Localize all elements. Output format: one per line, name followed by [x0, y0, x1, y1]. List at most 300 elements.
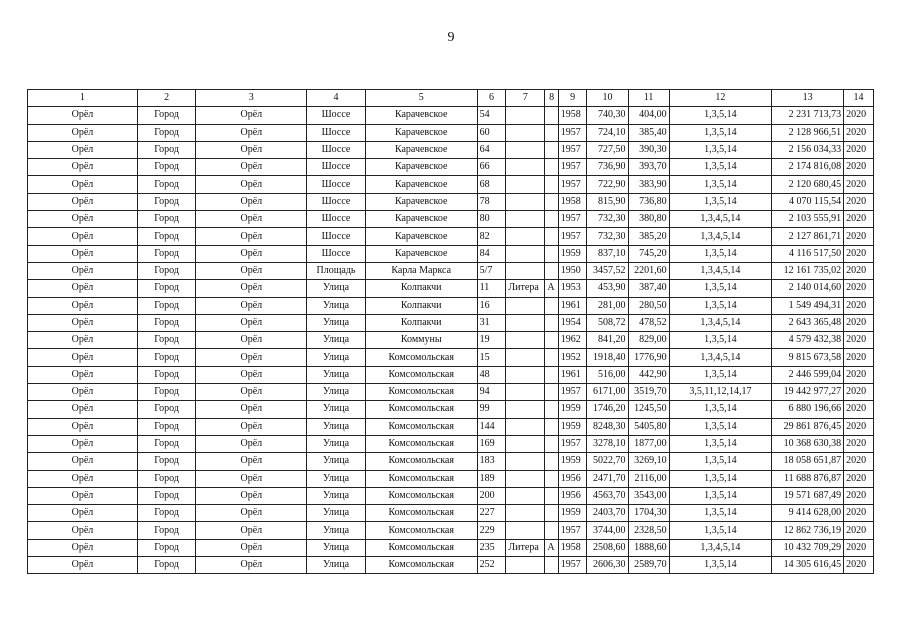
cell-letter-label [506, 107, 545, 124]
cell-total-area: 516,00 [587, 366, 628, 383]
cell-work-types: 1,3,5,14 [669, 245, 772, 262]
cell-settlement-type: Город [137, 245, 196, 262]
cell-region: Орёл [28, 470, 138, 487]
cell-street-name: Комсомольская [365, 418, 477, 435]
cell-house-number: 80 [477, 211, 506, 228]
cell-total-area: 508,72 [587, 314, 628, 331]
cell-settlement: Орёл [196, 332, 307, 349]
cell-street-name: Комсомольская [365, 366, 477, 383]
cell-settlement-type: Город [137, 332, 196, 349]
cell-settlement: Орёл [196, 557, 307, 574]
cell-living-area: 1888,60 [628, 539, 669, 556]
cell-letter [545, 470, 558, 487]
cell-street-name: Комсомольская [365, 401, 477, 418]
cell-total-area: 5022,70 [587, 453, 628, 470]
cell-street-type: Улица [307, 366, 366, 383]
cell-year-built: 1959 [558, 505, 587, 522]
cell-year-built: 1952 [558, 349, 587, 366]
cell-house-number: 19 [477, 332, 506, 349]
cell-letter-label [506, 522, 545, 539]
cell-region: Орёл [28, 366, 138, 383]
cell-street-type: Улица [307, 435, 366, 452]
table-row [28, 505, 874, 522]
cell-year-built: 1961 [558, 297, 587, 314]
cell-region: Орёл [28, 384, 138, 401]
cell-street-name: Коммуны [365, 332, 477, 349]
cell-region: Орёл [28, 297, 138, 314]
cell-year-built: 1958 [558, 539, 587, 556]
cell-settlement-type: Город [137, 107, 196, 124]
cell-living-area: 1776,90 [628, 349, 669, 366]
cell-total-area: 1746,20 [587, 401, 628, 418]
cell-region: Орёл [28, 193, 138, 210]
cell-settlement: Орёл [196, 539, 307, 556]
cell-region: Орёл [28, 332, 138, 349]
cell-street-type: Улица [307, 384, 366, 401]
cell-year-built: 1957 [558, 435, 587, 452]
table-row [28, 349, 874, 366]
cell-settlement: Орёл [196, 401, 307, 418]
column-header-13: 13 [772, 90, 844, 107]
cell-house-number: 16 [477, 297, 506, 314]
cell-work-types: 1,3,4,5,14 [669, 211, 772, 228]
cell-settlement: Орёл [196, 280, 307, 297]
cell-settlement: Орёл [196, 211, 307, 228]
cell-letter [545, 193, 558, 210]
column-header-8: 8 [545, 90, 558, 107]
cell-year-planned: 2020 [844, 366, 874, 383]
cell-work-types: 1,3,5,14 [669, 176, 772, 193]
table-row [28, 193, 874, 210]
cell-street-name: Карачевское [365, 211, 477, 228]
table-row [28, 487, 874, 504]
cell-house-number: 82 [477, 228, 506, 245]
cell-house-number: 252 [477, 557, 506, 574]
cell-street-type: Площадь [307, 262, 366, 279]
cell-living-area: 385,20 [628, 228, 669, 245]
cell-street-type: Улица [307, 418, 366, 435]
cell-cost: 4 070 115,54 [772, 193, 844, 210]
cell-work-types: 1,3,5,14 [669, 557, 772, 574]
column-header-5: 5 [365, 90, 477, 107]
cell-work-types: 1,3,5,14 [669, 505, 772, 522]
cell-house-number: 99 [477, 401, 506, 418]
cell-letter [545, 107, 558, 124]
cell-year-planned: 2020 [844, 557, 874, 574]
cell-year-built: 1958 [558, 107, 587, 124]
cell-year-built: 1957 [558, 557, 587, 574]
cell-house-number: 169 [477, 435, 506, 452]
cell-total-area: 2471,70 [587, 470, 628, 487]
cell-year-planned: 2020 [844, 418, 874, 435]
cell-year-built: 1962 [558, 332, 587, 349]
cell-work-types: 1,3,5,14 [669, 124, 772, 141]
cell-settlement: Орёл [196, 522, 307, 539]
cell-street-type: Улица [307, 332, 366, 349]
cell-settlement: Орёл [196, 107, 307, 124]
table-row [28, 435, 874, 452]
cell-cost: 12 862 736,19 [772, 522, 844, 539]
cell-street-name: Комсомольская [365, 505, 477, 522]
cell-year-planned: 2020 [844, 159, 874, 176]
cell-settlement-type: Город [137, 297, 196, 314]
cell-year-planned: 2020 [844, 505, 874, 522]
cell-region: Орёл [28, 539, 138, 556]
cell-work-types: 1,3,5,14 [669, 487, 772, 504]
cell-settlement-type: Город [137, 193, 196, 210]
cell-work-types: 1,3,5,14 [669, 159, 772, 176]
cell-street-name: Колпакчи [365, 280, 477, 297]
cell-work-types: 1,3,5,14 [669, 141, 772, 158]
cell-letter [545, 418, 558, 435]
cell-year-built: 1957 [558, 159, 587, 176]
cell-letter [545, 435, 558, 452]
cell-total-area: 740,30 [587, 107, 628, 124]
table-row [28, 297, 874, 314]
cell-work-types: 1,3,5,14 [669, 107, 772, 124]
cell-street-name: Комсомольская [365, 349, 477, 366]
cell-letter-label [506, 401, 545, 418]
cell-year-planned: 2020 [844, 332, 874, 349]
cell-work-types: 1,3,5,14 [669, 470, 772, 487]
table-row [28, 332, 874, 349]
cell-house-number: 200 [477, 487, 506, 504]
table-row [28, 141, 874, 158]
cell-region: Орёл [28, 505, 138, 522]
cell-settlement-type: Город [137, 314, 196, 331]
cell-settlement-type: Город [137, 141, 196, 158]
cell-cost: 18 058 651,87 [772, 453, 844, 470]
cell-year-planned: 2020 [844, 401, 874, 418]
cell-street-type: Шоссе [307, 124, 366, 141]
cell-year-planned: 2020 [844, 228, 874, 245]
cell-street-name: Комсомольская [365, 539, 477, 556]
cell-total-area: 1918,40 [587, 349, 628, 366]
cell-letter-label [506, 228, 545, 245]
cell-living-area: 2201,60 [628, 262, 669, 279]
cell-street-type: Улица [307, 401, 366, 418]
table-row [28, 176, 874, 193]
cell-letter-label [506, 124, 545, 141]
cell-settlement-type: Город [137, 487, 196, 504]
cell-cost: 2 446 599,04 [772, 366, 844, 383]
cell-total-area: 2606,30 [587, 557, 628, 574]
cell-street-name: Карачевское [365, 159, 477, 176]
cell-cost: 11 688 876,87 [772, 470, 844, 487]
cell-work-types: 1,3,5,14 [669, 418, 772, 435]
cell-living-area: 393,70 [628, 159, 669, 176]
cell-cost: 2 643 365,48 [772, 314, 844, 331]
cell-cost: 9 815 673,58 [772, 349, 844, 366]
cell-street-name: Карачевское [365, 176, 477, 193]
cell-house-number: 64 [477, 141, 506, 158]
cell-street-type: Шоссе [307, 141, 366, 158]
cell-cost: 1 549 494,31 [772, 297, 844, 314]
cell-house-number: 60 [477, 124, 506, 141]
cell-region: Орёл [28, 228, 138, 245]
cell-total-area: 3457,52 [587, 262, 628, 279]
cell-living-area: 5405,80 [628, 418, 669, 435]
cell-work-types: 1,3,4,5,14 [669, 539, 772, 556]
cell-letter-label [506, 297, 545, 314]
table-row [28, 453, 874, 470]
cell-year-built: 1953 [558, 280, 587, 297]
cell-year-built: 1954 [558, 314, 587, 331]
cell-cost: 19 442 977,27 [772, 384, 844, 401]
cell-total-area: 4563,70 [587, 487, 628, 504]
cell-year-built: 1957 [558, 211, 587, 228]
cell-year-built: 1957 [558, 384, 587, 401]
cell-living-area: 1877,00 [628, 435, 669, 452]
cell-year-built: 1959 [558, 453, 587, 470]
cell-year-built: 1957 [558, 176, 587, 193]
cell-letter-label [506, 193, 545, 210]
cell-house-number: 235 [477, 539, 506, 556]
header-row [28, 90, 874, 107]
cell-settlement: Орёл [196, 314, 307, 331]
cell-letter-label [506, 176, 545, 193]
cell-letter-label [506, 384, 545, 401]
cell-house-number: 11 [477, 280, 506, 297]
cell-region: Орёл [28, 487, 138, 504]
cell-letter [545, 228, 558, 245]
cell-street-type: Шоссе [307, 211, 366, 228]
cell-total-area: 732,30 [587, 228, 628, 245]
cell-street-name: Комсомольская [365, 435, 477, 452]
cell-region: Орёл [28, 124, 138, 141]
column-header-14: 14 [844, 90, 874, 107]
cell-street-name: Комсомольская [365, 470, 477, 487]
cell-settlement-type: Город [137, 453, 196, 470]
table-body [28, 107, 874, 574]
cell-cost: 2 103 555,91 [772, 211, 844, 228]
cell-year-built: 1957 [558, 124, 587, 141]
cell-year-planned: 2020 [844, 124, 874, 141]
column-header-7: 7 [506, 90, 545, 107]
cell-house-number: 227 [477, 505, 506, 522]
cell-house-number: 66 [477, 159, 506, 176]
cell-living-area: 745,20 [628, 245, 669, 262]
cell-street-type: Улица [307, 280, 366, 297]
cell-work-types: 1,3,5,14 [669, 401, 772, 418]
cell-settlement: Орёл [196, 124, 307, 141]
cell-region: Орёл [28, 435, 138, 452]
cell-cost: 9 414 628,00 [772, 505, 844, 522]
cell-settlement: Орёл [196, 366, 307, 383]
cell-total-area: 727,50 [587, 141, 628, 158]
table-row [28, 280, 874, 297]
cell-letter-label [506, 470, 545, 487]
cell-region: Орёл [28, 176, 138, 193]
cell-settlement-type: Город [137, 470, 196, 487]
cell-street-name: Карачевское [365, 141, 477, 158]
cell-year-built: 1961 [558, 366, 587, 383]
cell-region: Орёл [28, 453, 138, 470]
cell-letter-label [506, 332, 545, 349]
cell-street-type: Улица [307, 453, 366, 470]
cell-street-type: Улица [307, 505, 366, 522]
cell-settlement-type: Город [137, 228, 196, 245]
cell-letter-label [506, 245, 545, 262]
cell-region: Орёл [28, 245, 138, 262]
cell-work-types: 1,3,5,14 [669, 453, 772, 470]
cell-living-area: 1704,30 [628, 505, 669, 522]
cell-year-planned: 2020 [844, 384, 874, 401]
cell-settlement: Орёл [196, 159, 307, 176]
cell-letter-label [506, 505, 545, 522]
column-header-1: 1 [28, 90, 138, 107]
cell-work-types: 1,3,5,14 [669, 522, 772, 539]
cell-year-planned: 2020 [844, 522, 874, 539]
cell-house-number: 68 [477, 176, 506, 193]
cell-street-type: Шоссе [307, 245, 366, 262]
cell-settlement: Орёл [196, 453, 307, 470]
cell-letter-label [506, 159, 545, 176]
cell-settlement-type: Город [137, 522, 196, 539]
cell-street-name: Комсомольская [365, 487, 477, 504]
cell-street-name: Комсомольская [365, 522, 477, 539]
cell-work-types: 1,3,5,14 [669, 332, 772, 349]
cell-total-area: 837,10 [587, 245, 628, 262]
cell-letter [545, 401, 558, 418]
cell-street-type: Улица [307, 522, 366, 539]
cell-cost: 29 861 876,45 [772, 418, 844, 435]
cell-living-area: 829,00 [628, 332, 669, 349]
cell-settlement: Орёл [196, 505, 307, 522]
cell-work-types: 1,3,5,14 [669, 280, 772, 297]
cell-street-name: Комсомольская [365, 384, 477, 401]
cell-settlement-type: Город [137, 418, 196, 435]
cell-letter [545, 297, 558, 314]
cell-settlement-type: Город [137, 435, 196, 452]
cell-house-number: 84 [477, 245, 506, 262]
cell-letter-label [506, 418, 545, 435]
cell-region: Орёл [28, 141, 138, 158]
cell-letter-label [506, 366, 545, 383]
cell-cost: 2 156 034,33 [772, 141, 844, 158]
cell-living-area: 3269,10 [628, 453, 669, 470]
cell-letter-label: Литера [506, 539, 545, 556]
cell-living-area: 380,80 [628, 211, 669, 228]
cell-letter: А [545, 539, 558, 556]
cell-total-area: 724,10 [587, 124, 628, 141]
cell-street-name: Колпакчи [365, 314, 477, 331]
cell-work-types: 1,3,4,5,14 [669, 314, 772, 331]
cell-work-types: 3,5,11,12,14,17 [669, 384, 772, 401]
cell-cost: 19 571 687,49 [772, 487, 844, 504]
cell-settlement: Орёл [196, 349, 307, 366]
cell-work-types: 1,3,4,5,14 [669, 349, 772, 366]
cell-living-area: 280,50 [628, 297, 669, 314]
column-header-12: 12 [669, 90, 772, 107]
cell-house-number: 144 [477, 418, 506, 435]
cell-settlement-type: Город [137, 505, 196, 522]
table-row [28, 314, 874, 331]
cell-settlement-type: Город [137, 349, 196, 366]
cell-total-area: 281,00 [587, 297, 628, 314]
cell-cost: 4 116 517,50 [772, 245, 844, 262]
cell-settlement: Орёл [196, 193, 307, 210]
cell-total-area: 722,90 [587, 176, 628, 193]
cell-letter-label [506, 211, 545, 228]
cell-settlement: Орёл [196, 470, 307, 487]
cell-letter [545, 176, 558, 193]
cell-letter-label [506, 557, 545, 574]
cell-living-area: 385,40 [628, 124, 669, 141]
table-row [28, 522, 874, 539]
cell-settlement: Орёл [196, 297, 307, 314]
cell-work-types: 1,3,4,5,14 [669, 262, 772, 279]
table-row [28, 557, 874, 574]
cell-region: Орёл [28, 280, 138, 297]
cell-house-number: 78 [477, 193, 506, 210]
table-row [28, 366, 874, 383]
cell-year-built: 1957 [558, 522, 587, 539]
cell-living-area: 404,00 [628, 107, 669, 124]
table-row [28, 107, 874, 124]
cell-region: Орёл [28, 557, 138, 574]
cell-living-area: 2116,00 [628, 470, 669, 487]
cell-house-number: 48 [477, 366, 506, 383]
cell-house-number: 183 [477, 453, 506, 470]
cell-region: Орёл [28, 159, 138, 176]
cell-street-name: Комсомольская [365, 557, 477, 574]
cell-region: Орёл [28, 522, 138, 539]
cell-work-types: 1,3,5,14 [669, 193, 772, 210]
cell-settlement-type: Город [137, 280, 196, 297]
cell-settlement: Орёл [196, 245, 307, 262]
cell-cost: 2 174 816,08 [772, 159, 844, 176]
cell-living-area: 383,90 [628, 176, 669, 193]
cell-year-built: 1957 [558, 228, 587, 245]
cell-street-type: Улица [307, 557, 366, 574]
cell-letter [545, 211, 558, 228]
cell-total-area: 3278,10 [587, 435, 628, 452]
housing-registry-table [27, 89, 874, 574]
cell-settlement-type: Город [137, 262, 196, 279]
cell-house-number: 31 [477, 314, 506, 331]
cell-year-planned: 2020 [844, 176, 874, 193]
cell-letter [545, 505, 558, 522]
cell-year-planned: 2020 [844, 193, 874, 210]
cell-living-area: 2328,50 [628, 522, 669, 539]
cell-letter [545, 522, 558, 539]
cell-year-planned: 2020 [844, 141, 874, 158]
table-row [28, 211, 874, 228]
table-row [28, 124, 874, 141]
cell-total-area: 3744,00 [587, 522, 628, 539]
column-header-11: 11 [628, 90, 669, 107]
cell-settlement: Орёл [196, 384, 307, 401]
cell-house-number: 54 [477, 107, 506, 124]
cell-settlement: Орёл [196, 418, 307, 435]
cell-house-number: 15 [477, 349, 506, 366]
cell-street-type: Шоссе [307, 176, 366, 193]
cell-year-built: 1950 [558, 262, 587, 279]
cell-cost: 2 127 861,71 [772, 228, 844, 245]
cell-settlement-type: Город [137, 384, 196, 401]
cell-year-planned: 2020 [844, 470, 874, 487]
cell-total-area: 6171,00 [587, 384, 628, 401]
column-header-10: 10 [587, 90, 628, 107]
cell-year-planned: 2020 [844, 453, 874, 470]
cell-region: Орёл [28, 314, 138, 331]
cell-letter [545, 384, 558, 401]
column-header-9: 9 [558, 90, 587, 107]
cell-house-number: 229 [477, 522, 506, 539]
cell-cost: 4 579 432,38 [772, 332, 844, 349]
cell-region: Орёл [28, 107, 138, 124]
